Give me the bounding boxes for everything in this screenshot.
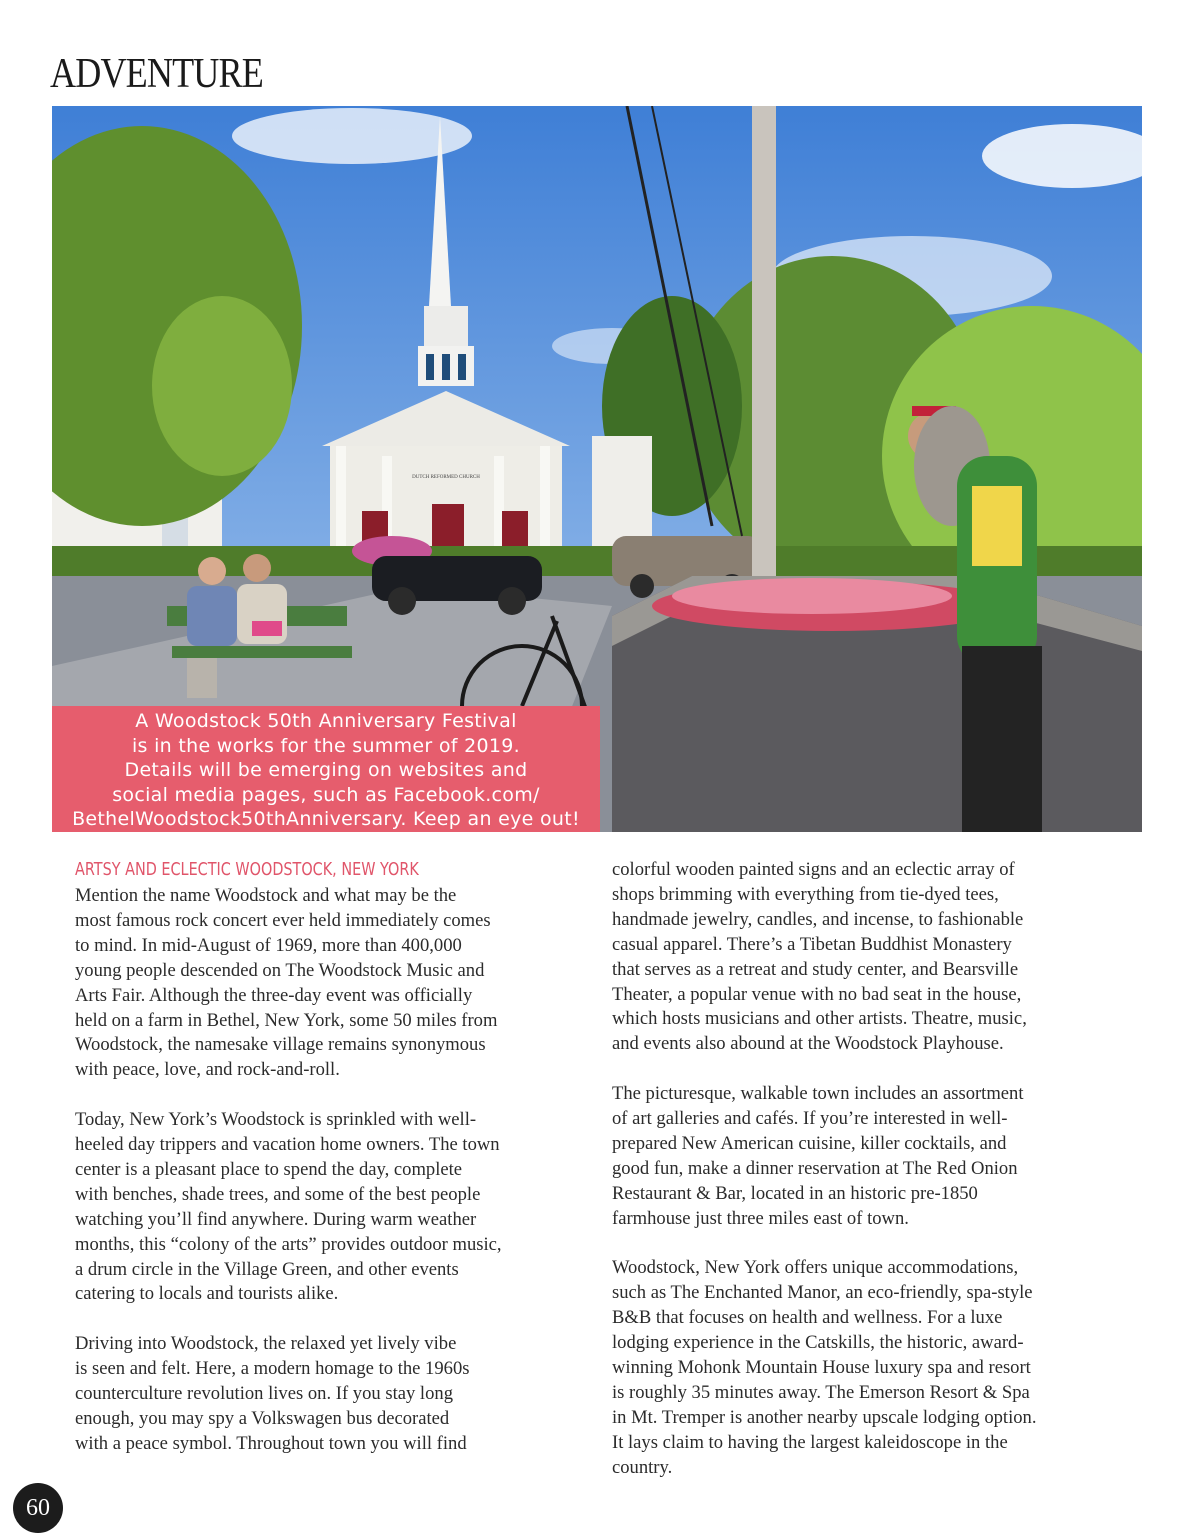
utility-pole <box>752 106 776 606</box>
church-sign-text: DUTCH REFORMED CHURCH <box>412 475 480 480</box>
text-line: a drum circle in the Village Green, and other events <box>75 1258 459 1280</box>
text-line: is seen and felt. Here, a modern homage to the 1960s <box>75 1358 470 1380</box>
article-column-right <box>612 858 1142 1506</box>
festival-callout <box>52 706 600 832</box>
callout-line: Details will be emerging on websites and <box>124 759 528 781</box>
text-line: most famous rock concert ever held immediately comes <box>75 909 491 931</box>
text-line: shops brimming with everything from tie-dyed tees, <box>612 883 999 905</box>
text-line: and events also abound at the Woodstock Playhouse. <box>612 1033 1004 1055</box>
text-line: Driving into Woodstock, the relaxed yet lively vibe <box>75 1333 457 1355</box>
article-paragraph <box>75 1108 595 1307</box>
text-line: Restaurant & Bar, located in an historic pre-1850 <box>612 1182 978 1204</box>
text-line: lodging experience in the Catskills, the historic, award- <box>612 1332 1024 1354</box>
article-paragraph <box>612 1082 1142 1231</box>
text-line: winning Mohonk Mountain House luxury spa and resort <box>612 1357 1031 1379</box>
text-line: prepared New American cuisine, killer cocktails, and <box>612 1132 1007 1154</box>
page-number-badge: 60 <box>13 1483 63 1533</box>
text-line: with benches, shade trees, and some of the best people <box>75 1183 481 1205</box>
article-kicker: ARTSY AND ECLECTIC WOODSTOCK, NEW YORK <box>75 859 419 880</box>
article-paragraph <box>75 884 595 1083</box>
text-line: with a peace symbol. Throughout town you will find <box>75 1432 467 1454</box>
text-line: enough, you may spy a Volkswagen bus decorated <box>75 1408 450 1429</box>
article-paragraph <box>75 1332 595 1457</box>
text-line: Arts Fair. Although the three-day event was officially <box>75 984 473 1006</box>
article-paragraph <box>612 858 1142 1057</box>
text-line: good fun, make a dinner reservation at The Red Onion <box>612 1157 1018 1179</box>
text-line: The picturesque, walkable town includes an assortment <box>612 1083 1024 1105</box>
house-right <box>592 436 652 546</box>
text-line: Woodstock, the namesake village remains synonymous <box>75 1034 486 1056</box>
text-line: such as The Enchanted Manor, an eco-friendly, spa-style <box>612 1282 1033 1304</box>
cloud <box>232 108 472 164</box>
section-title: ADVENTURE <box>50 51 263 97</box>
text-line: to mind. In mid-August of 1969, more than 400,000 <box>75 934 462 956</box>
text-line: counterculture revolution lives on. If you stay long <box>75 1383 453 1405</box>
text-line: Mention the name Woodstock and what may be the <box>75 885 457 906</box>
callout-line: is in the works for the summer of 2019. <box>131 734 521 757</box>
text-line: in Mt. Tremper is another nearby upscale lodging option. <box>612 1406 1037 1428</box>
text-line: Woodstock, New York offers unique accommodations, <box>612 1257 1019 1279</box>
text-line: farmhouse just three miles east of town. <box>612 1207 909 1229</box>
text-line: young people descended on The Woodstock Music and <box>75 959 485 981</box>
text-line: center is a pleasant place to spend the day, complete <box>75 1158 463 1180</box>
article-column-left <box>75 858 595 1482</box>
text-line: is roughly 35 minutes away. The Emerson Resort & Spa <box>612 1382 1030 1403</box>
text-line: colorful wooden painted signs and an eclectic array of <box>612 859 1015 880</box>
text-line: of art galleries and cafés. If you’re interested in well- <box>612 1108 1008 1130</box>
callout-line: A Woodstock 50th Anniversary Festival <box>135 710 517 732</box>
text-line: which hosts musicians and other artists. Theatre, music, <box>612 1008 1027 1030</box>
text-line: handmade jewelry, candles, and incense, to fashionable <box>612 908 1024 930</box>
text-line: It lays claim to having the largest kaleidoscope in the <box>612 1431 1008 1453</box>
text-line: country. <box>612 1456 673 1478</box>
text-line: with peace, love, and rock-and-roll. <box>75 1059 340 1081</box>
text-line: held on a farm in Bethel, New York, some 50 miles from <box>75 1009 498 1031</box>
text-line: casual apparel. There’s a Tibetan Buddhist Monastery <box>612 933 1012 955</box>
text-line: months, this “colony of the arts” provides outdoor music, <box>75 1233 502 1255</box>
text-line: that serves as a retreat and study center, and Bearsville <box>612 958 1019 980</box>
callout-line: BethelWoodstock50thAnniversary. Keep an eye out! <box>72 808 580 830</box>
stone-planter <box>612 576 1142 832</box>
text-line: watching you’ll find anywhere. During warm weather <box>75 1208 477 1230</box>
text-line: Today, New York’s Woodstock is sprinkled with well- <box>75 1109 477 1131</box>
text-line: B&B that focuses on health and wellness. For a luxe <box>612 1307 1003 1329</box>
article-paragraph <box>612 1256 1142 1480</box>
text-line: heeled day trippers and vacation home owners. The town <box>75 1134 500 1156</box>
callout-line: social media pages, such as Facebook.com/ <box>112 783 540 806</box>
text-line: Theater, a popular venue with no bad seat in the house, <box>612 983 1022 1005</box>
text-line: catering to locals and tourists alike. <box>75 1283 339 1305</box>
